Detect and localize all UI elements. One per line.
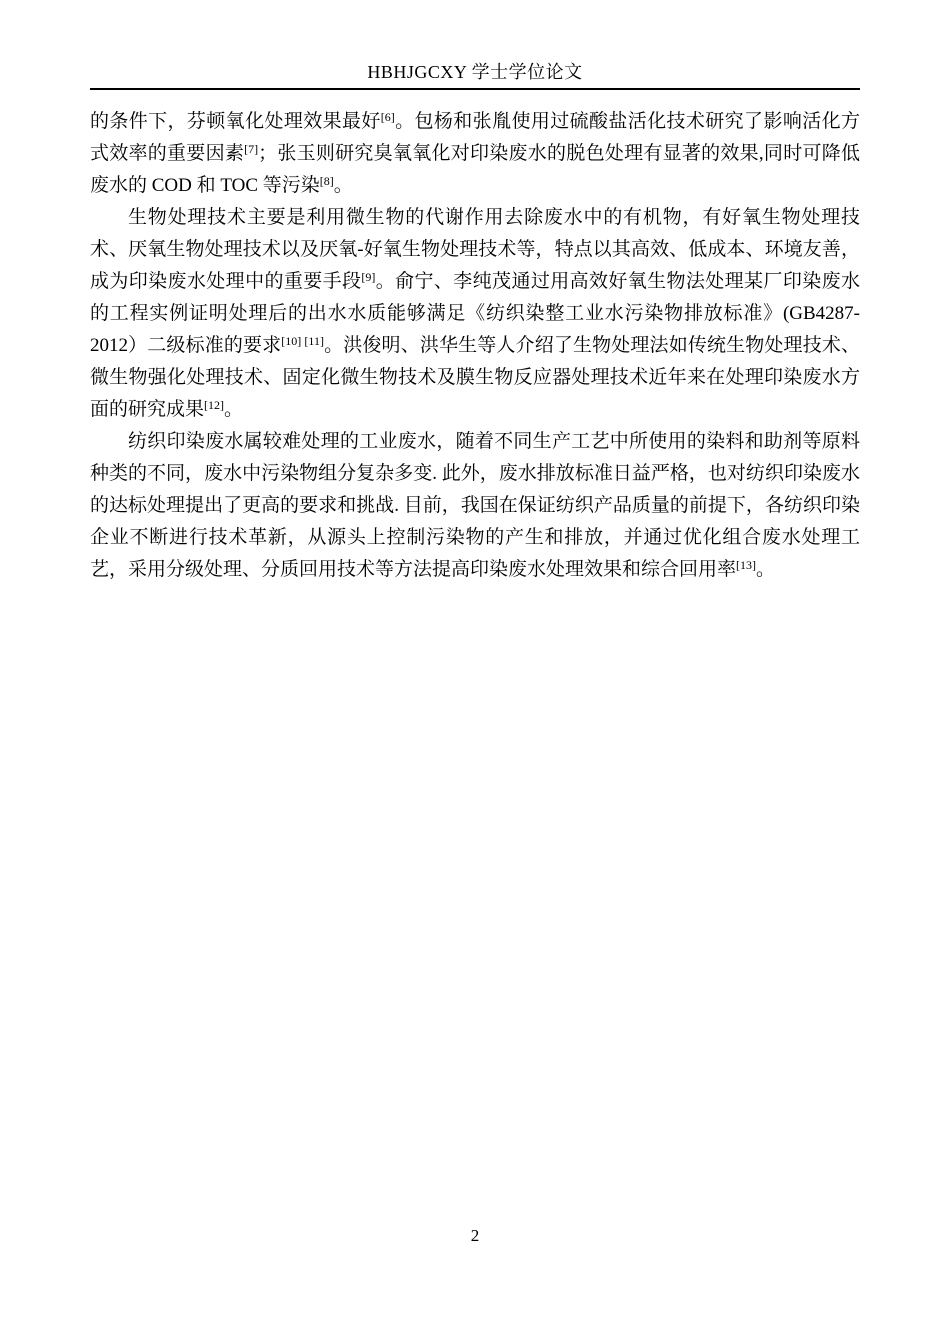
citation-superscript: [10] [11] (281, 334, 324, 348)
citation-superscript: [6] (380, 110, 395, 124)
citation-superscript: [9] (361, 270, 376, 284)
document-body (90, 106, 860, 586)
citation-superscript: [12] (204, 398, 225, 412)
citation-superscript: [7] (244, 142, 259, 156)
page-header-title: HBHJGCXY 学士学位论文 (367, 62, 583, 82)
header-rule (90, 88, 860, 90)
citation-superscript: [13] (736, 558, 757, 572)
paragraph: 纺织印染废水属较难处理的工业废水，随着不同生产工艺中所使用的染料和助剂等原料种类的不同，废水中污染物组分复杂多变. 此外，废水排放标准日益严格，也对纺织印染废水的达标处理提出了更高的要求和挑战. 目前，我国在保证纺织产品质量的前提下，各纺织印染企业不断进行技术革新，从源头上控制污染物的产生和排放，并通过优化组合废水处理工艺，采用分级处理、分质回用技术等方法提高印染废水处理效果和综合回用率[13]。 (90, 431, 860, 580)
paragraph: 的条件下，芬顿氧化处理效果最好[6]。包杨和张胤使用过硫酸盐活化技术研究了影响活化方式效率的重要因素[7]；张玉则研究臭氧氧化对印染废水的脱色处理有显著的效果,同时可降低废水的 COD 和 TOC 等污染[8]。 (90, 110, 860, 196)
page-footer (0, 1224, 950, 1248)
citation-superscript: [8] (319, 174, 334, 188)
paragraph: 生物处理技术主要是利用微生物的代谢作用去除废水中的有机物，有好氧生物处理技术、厌氧生物处理技术以及厌氧-好氧生物处理技术等，特点以其高效、低成本、环境友善，成为印染废水处理中的重要手段[9]。俞宁、李纯茂通过用高效好氧生物法处理某厂印染废水的工程实例证明处理后的出水水质能够满足《纺织染整工业水污染物排放标准》(GB4287-2012）二级标准的要求[10] [11]。洪俊明、洪华生等人介绍了生物处理法如传统生物处理技术、微生物强化处理技术、固定化微生物技术及膜生物反应器处理技术近年来在处理印染废水方面的研究成果[12]。 (90, 207, 860, 420)
page-number: 2 (470, 1226, 480, 1245)
